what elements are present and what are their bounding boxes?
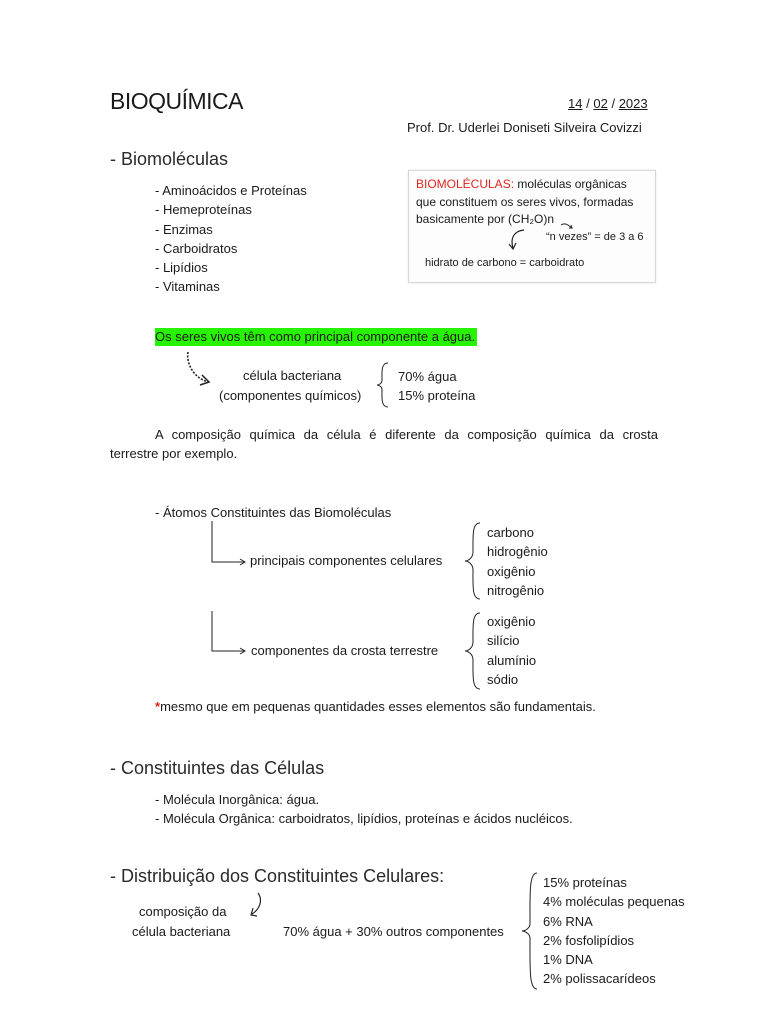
crust-components-label: componentes da crosta terrestre bbox=[251, 643, 439, 658]
value-item: 15% proteína bbox=[398, 388, 476, 404]
list-item: oxigênio bbox=[487, 563, 536, 579]
composition-label-line-1: composição da bbox=[139, 904, 227, 919]
distribution-list bbox=[543, 873, 685, 989]
dotted-curve-arrow-icon bbox=[184, 350, 214, 390]
water-values bbox=[398, 367, 475, 406]
definition-note-carbohydrate: hidrato de carbono = carboidrato bbox=[425, 257, 585, 269]
brace-icon bbox=[464, 522, 482, 600]
paragraph-line-2: terrestre por exemplo. bbox=[110, 446, 238, 461]
footnote-star: * bbox=[155, 699, 161, 714]
list-item: 2% polissacarídeos bbox=[543, 971, 656, 987]
highlighted-statement bbox=[155, 329, 477, 344]
date-separator: / bbox=[611, 96, 616, 111]
curved-arrow-icon bbox=[246, 892, 264, 920]
cell-label-line-1: célula bacteriana bbox=[243, 368, 342, 383]
list-item: - Aminoácidos e Proteínas bbox=[155, 183, 307, 198]
distribution-summary: 70% água + 30% outros componentes bbox=[283, 924, 504, 939]
definition-note-n: “n vezes” = de 3 a 6 bbox=[546, 231, 644, 243]
list-item: silício bbox=[487, 633, 520, 649]
page-title: BIOQUÍMICA bbox=[110, 88, 244, 114]
paragraph-line-1: A composição química da célula é diferente da composição química da crosta bbox=[155, 427, 658, 442]
corner-arrow-icon bbox=[210, 521, 250, 567]
list-item: - Vitaminas bbox=[155, 279, 220, 295]
date-separator: / bbox=[586, 96, 590, 111]
corner-arrow-icon bbox=[210, 611, 250, 657]
brace-icon bbox=[376, 362, 392, 408]
inorganic-label: - Molécula Inorgânica: bbox=[155, 792, 283, 807]
inorganic-value: água. bbox=[286, 792, 320, 807]
organic-value: carboidratos, lipídios, proteínas e ácidos nucléicos. bbox=[278, 811, 573, 826]
date-day: 14 bbox=[568, 96, 583, 111]
inorganic-line bbox=[155, 792, 319, 807]
cellular-elements-list bbox=[487, 523, 548, 600]
date-year: 2023 bbox=[618, 96, 648, 111]
cell-label-line-2: (componentes químicos) bbox=[219, 388, 362, 403]
footnote bbox=[155, 699, 596, 714]
list-item: - Enzimas bbox=[155, 221, 213, 237]
crust-elements-list bbox=[487, 612, 536, 689]
list-item: 1% DNA bbox=[543, 952, 593, 968]
brace-icon bbox=[464, 612, 482, 690]
list-item: 6% RNA bbox=[543, 913, 593, 929]
definition-line-2: que constituem os seres vivos, formadas bbox=[416, 195, 634, 209]
highlight-text: Os seres vivos têm como principal componente a água. bbox=[155, 329, 476, 344]
section-heading-constituents: - Constituintes das Células bbox=[110, 758, 325, 778]
list-item: oxigênio bbox=[487, 614, 536, 629]
list-item: - Carboidratos bbox=[155, 240, 238, 256]
section-heading-biomolecules: - Biomoléculas bbox=[110, 149, 229, 169]
list-item: 2% fosfolipídios bbox=[543, 932, 635, 948]
date-month: 02 bbox=[593, 96, 608, 111]
curved-arrow-icon bbox=[504, 228, 526, 252]
value-item: 70% água bbox=[398, 369, 457, 384]
list-item: - Hemeproteínas bbox=[155, 202, 252, 218]
brace-icon bbox=[521, 872, 539, 992]
definition-line-3: basicamente por (CH₂O)n bbox=[416, 212, 555, 226]
date bbox=[568, 96, 648, 111]
organic-label: - Molécula Orgânica: bbox=[155, 811, 275, 826]
definition-text: moléculas orgânicas bbox=[517, 177, 627, 191]
organic-line bbox=[155, 811, 573, 826]
list-item: nitrogênio bbox=[487, 582, 545, 598]
professor-name: Prof. Dr. Uderlei Doniseti Silveira Covizzi bbox=[407, 120, 642, 135]
cellular-components-label: principais componentes celulares bbox=[250, 553, 443, 568]
list-item: alumínio bbox=[487, 652, 537, 668]
list-item: hidrogênio bbox=[487, 544, 548, 560]
definition-line-1 bbox=[416, 177, 627, 191]
biomolecule-list bbox=[155, 181, 307, 297]
list-item: - Lipídios bbox=[155, 260, 208, 276]
list-item: 4% moléculas pequenas bbox=[543, 894, 685, 910]
composition-label-line-2: célula bacteriana bbox=[132, 924, 231, 939]
list-item: 15% proteínas bbox=[543, 875, 627, 890]
footnote-text: mesmo que em pequenas quantidades esses elementos são fundamentais. bbox=[160, 699, 596, 714]
section-heading-distribution: - Distribuição dos Constituintes Celulares: bbox=[110, 866, 445, 886]
list-item: sódio bbox=[487, 671, 519, 687]
section-heading-atoms: - Átomos Constituintes das Biomoléculas bbox=[155, 505, 392, 520]
list-item: carbono bbox=[487, 525, 534, 540]
definition-term: BIOMOLÉCULAS: bbox=[416, 177, 515, 191]
